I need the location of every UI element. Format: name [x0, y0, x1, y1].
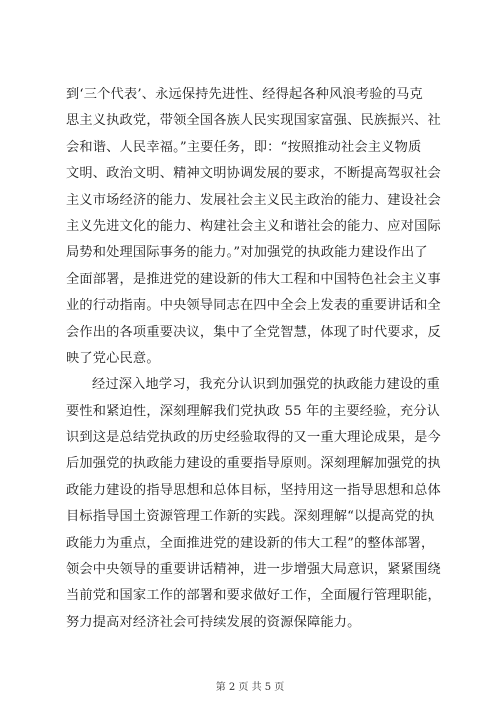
text-line: 领会中央领导的重要讲话精神，进一步增强大局意识，紧紧围绕 — [66, 562, 441, 578]
text-line: 要性和紧迫性，深刻理解我们党执政 55 年的主要经验，充分认 — [66, 403, 441, 419]
text-line: 映了党心民意。 — [66, 350, 160, 366]
text-line: 识到这是总结党执政的历史经验取得的又一重大理论成果，是今 — [66, 430, 441, 446]
text-line: 业的行动指南。中央领导同志在四中全会上发表的重要讲话和全 — [66, 298, 441, 314]
text-line: 政能力建设的指导思想和总体目标，坚持用这一指导思想和总体 — [66, 482, 441, 498]
page-number-footer: 第 2 页 共 5 页 — [215, 682, 285, 693]
paragraph-1 — [66, 82, 441, 372]
text-line: 会作出的各项重要决议，集中了全党智慧，体现了时代要求，反 — [66, 324, 441, 340]
text-line: 到‘三个代表’、永远保持先进性、经得起各种风浪考验的马克 — [66, 87, 423, 102]
paragraph-2 — [66, 372, 441, 636]
text-line: 努力提高对经济社会可持续发展的资源保障能力。 — [66, 614, 361, 630]
text-line: 经过深入地学习，我充分认识到加强党的执政能力建设的重 — [92, 377, 441, 393]
text-line: 主义市场经济的能力、发展社会主义民主政治的能力、建设社会 — [66, 192, 441, 208]
text-line: 目标指导国土资源管理工作新的实践。深刻理解“以提高党的执 — [66, 509, 435, 525]
text-line: 会和谐、人民幸福。”主要任务，即：“按照推动社会主义物质 — [66, 139, 422, 155]
text-line: 全面部署，是推进党的建设新的伟大工程和中国特色社会主义事 — [66, 271, 441, 287]
text-line: 政能力为重点，全面推进党的建设新的伟大工程”的整体部署， — [66, 535, 435, 551]
text-line: 局势和处理国际事务的能力。”对加强党的执政能力建设作出了 — [66, 245, 428, 261]
text-line: 当前党和国家工作的部署和要求做好工作，全面履行管理职能， — [66, 588, 441, 604]
text-line: 思主义执政党，带领全国各族人民实现国家富强、民族振兴、社 — [66, 113, 441, 129]
document-body — [66, 82, 441, 636]
text-line: 后加强党的执政能力建设的重要指导原则。深刻理解加强党的执 — [66, 456, 441, 472]
text-line: 主义先进文化的能力、构建社会主义和谐社会的能力、应对国际 — [66, 218, 441, 234]
text-line: 文明、政治文明、精神文明协调发展的要求，不断提高驾驭社会 — [66, 166, 441, 182]
